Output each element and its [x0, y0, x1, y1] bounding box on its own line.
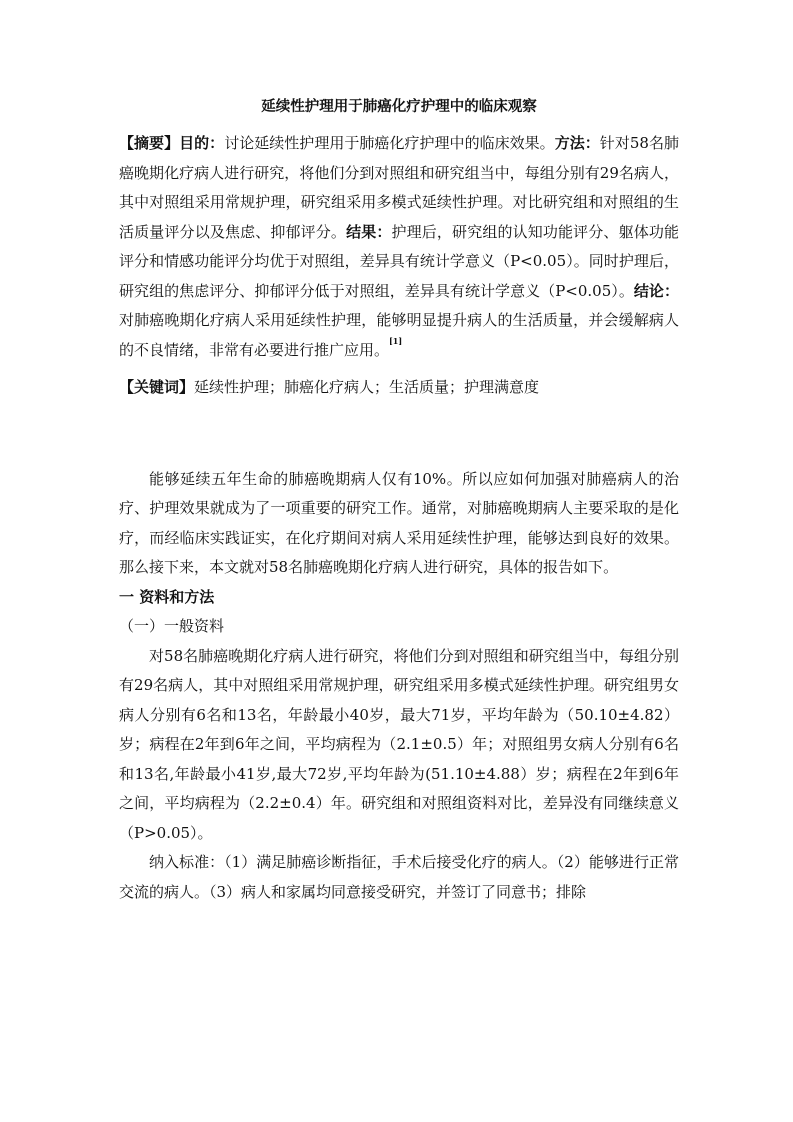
general-data-paragraph: 对58名肺癌晚期化疗病人进行研究，将他们分到对照组和研究组当中，每组分别有29名病人，其中对照组采用常规护理，研究组采用多模式延续性护理。研究组男女病人分别有6名和13名，年龄最小40岁，最大71岁，平均年龄为（50.10±4.82）岁；病程在2年到6年之间，平均病程为（2.1±0.5）年；对照组男女病人分别有6名和13名,年龄最小41岁,最大72岁,平均年龄为(51.10±4.88）岁；病程在2年到6年之间，平均病程为（2.2±0.4）年。研究组和对照组资料对比，差异没有同继续意义（P>0.05）。	[119, 646, 679, 842]
conclusion-text: 对肺癌晚期化疗病人采用延续性护理，能够明显提升病人的生活质量，并会缓解病人的不良情绪，非常有必要进行推广应用。	[119, 311, 679, 359]
reference-marker[interactable]: [1]	[389, 335, 403, 346]
result-label: 结果：	[346, 222, 392, 241]
inclusion-criteria-paragraph: 纳入标准：（1）满足肺癌诊断指征，手术后接受化疗的病人。（2）能够进行正常交流的病人。（3）病人和家属均同意接受研究，并签订了同意书；排除	[119, 853, 679, 901]
keywords	[119, 373, 679, 403]
aim-label: 目的：	[179, 134, 225, 152]
keywords-text: 延续性护理；肺癌化疗病人；生活质量；护理满意度	[194, 378, 540, 396]
aim-text: 讨论延续性护理用于肺癌化疗护理中的临床效果。	[224, 134, 555, 152]
spacer	[119, 403, 679, 465]
paper-content	[119, 97, 679, 907]
intro-paragraph: 能够延续五年生命的肺癌晚期病人仅有10%。所以应如何加强对肺癌病人的治疗、护理效果就成为了一项重要的研究工作。通常，对肺癌晚期病人主要采取的是化疗，而经临床实践证实，在化疗期间对病人采用延续性护理，能够达到良好的效果。那么接下来，本文就对58名肺癌晚期化疗病人进行研究，具体的报告如下。	[119, 469, 679, 576]
abstract	[119, 129, 679, 365]
method-label: 方法：	[554, 134, 600, 152]
paper-title: 延续性护理用于肺癌化疗护理中的临床观察	[261, 98, 537, 115]
section-heading: 一 资料和方法	[119, 587, 215, 606]
result-text: 护理后，研究组的认知功能评分、躯体功能评分和情感功能评分均优于对照组，差异具有统计学意义（P<0.05）。同时护理后，研究组的焦虑评分、抑郁评分低于对照组，差异具有统计学意义（P<0.05）。	[119, 222, 679, 300]
keywords-label: 【关键词】	[119, 378, 195, 396]
subsection-heading: （一）一般资料	[119, 617, 225, 635]
method-text: 针对58名肺癌晚期化疗病人进行研究，将他们分到对照组和研究组当中，每组分别有29名病人，其中对照组采用常规护理，研究组采用多模式延续性护理。对比研究组和对照组的生活质量评分以及焦虑、抑郁评分。	[119, 134, 679, 241]
abstract-label: 【摘要】	[119, 134, 180, 152]
conclusion-label: 结论：	[633, 281, 679, 300]
